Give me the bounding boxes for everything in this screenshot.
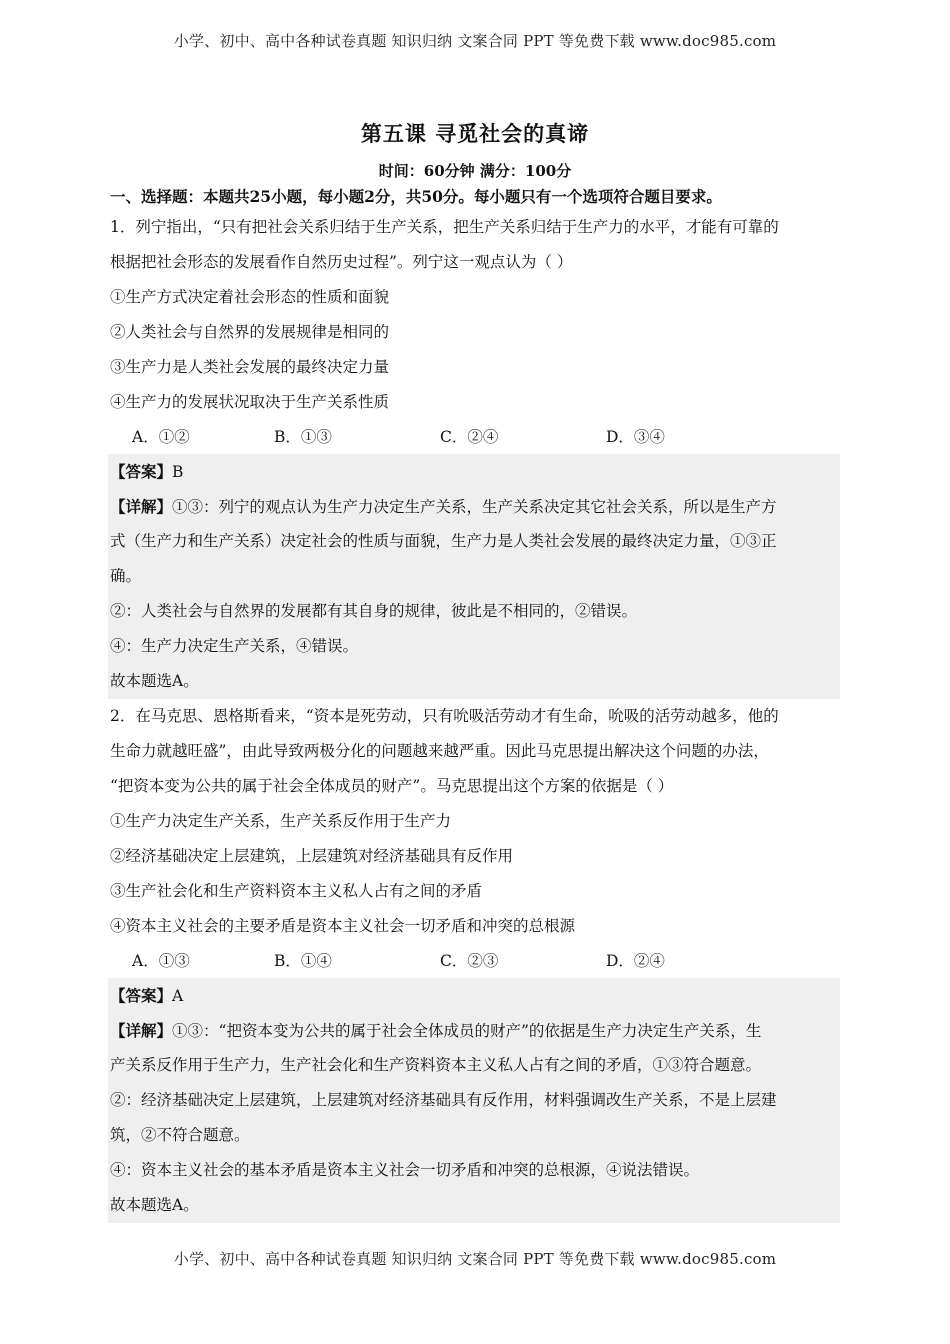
exam-meta: 时间：60分钟 满分：100分 xyxy=(378,162,572,180)
statement: ①生产力决定生产关系，生产关系反作用于生产力 xyxy=(110,812,452,830)
explanation-label: 【详解】 xyxy=(110,1021,173,1040)
answer-block xyxy=(108,978,840,1223)
statement: ①生产方式决定着社会形态的性质和面貌 xyxy=(110,288,390,306)
explanation-line: ④：资本主义社会的基本矛盾是资本主义社会一切矛盾和冲突的总根源，④说法错误。 xyxy=(110,1161,700,1179)
explanation-line: ④：生产力决定生产关系，④错误。 xyxy=(110,637,359,655)
choice-d: D．③④ xyxy=(606,428,665,446)
choice-a: A．①③ xyxy=(132,952,190,970)
choice-c: C．②③ xyxy=(440,952,499,970)
answer-value: A xyxy=(172,987,184,1005)
explanation-line: ②：人类社会与自然界的发展都有其自身的规律，彼此是不相同的，②错误。 xyxy=(110,602,638,620)
answer-label: 【答案】 xyxy=(110,986,173,1005)
answer-line xyxy=(110,454,840,489)
question-stem-line: 1．列宁指出，“只有把社会关系归结于生产关系，把生产关系归结于生产力的水平，才能有可靠的 xyxy=(110,218,779,236)
explanation-text: ①③：“把资本变为公共的属于社会全体成员的财产”的依据是生产力决定生产关系，生 xyxy=(172,1022,762,1040)
explanation-line: 筑，②不符合题意。 xyxy=(110,1126,250,1144)
statement: ②人类社会与自然界的发展规律是相同的 xyxy=(110,323,390,341)
statement: ④资本主义社会的主要矛盾是资本主义社会一切矛盾和冲突的总根源 xyxy=(110,917,576,935)
explanation-line: ②：经济基础决定上层建筑，上层建筑对经济基础具有反作用，材料强调改生产关系，不是上层建 xyxy=(110,1091,777,1109)
explanation-text: ①③：列宁的观点认为生产力决定生产关系，生产关系决定其它社会关系，所以是生产方 xyxy=(172,498,777,516)
choice-row xyxy=(110,420,840,454)
question-stem-line: 生命力就越旺盛”，由此导致两极分化的问题越来越严重。因此马克思提出解决这个问题的办法， xyxy=(110,742,769,760)
question-1 xyxy=(110,210,840,699)
explanation-line xyxy=(110,1013,840,1048)
page-footer: 小学、初中、高中各种试卷真题 知识归纳 文案合同 PPT 等免费下载 www.doc985.com xyxy=(173,1250,777,1268)
explanation-line: 产关系反作用于生产力，生产社会化和生产资料资本主义私人占有之间的矛盾，①③符合题意。 xyxy=(110,1056,762,1074)
page-header: 小学、初中、高中各种试卷真题 知识归纳 文案合同 PPT 等免费下载 www.doc985.com xyxy=(173,32,777,50)
question-stem-line: 根据把社会形态的发展看作自然历史过程”。列宁这一观点认为（ ） xyxy=(110,253,573,271)
statement: ④生产力的发展状况取决于生产关系性质 xyxy=(110,393,390,411)
statement: ③生产社会化和生产资料资本主义私人占有之间的矛盾 xyxy=(110,882,483,900)
choice-d: D．②④ xyxy=(606,952,665,970)
explanation-line: 故本题选A。 xyxy=(110,672,199,690)
document-title: 第五课 寻觅社会的真谛 xyxy=(360,121,590,146)
explanation-line: 确。 xyxy=(110,567,142,585)
explanation-label: 【详解】 xyxy=(110,497,173,516)
choice-c: C．②④ xyxy=(440,428,499,446)
choice-b: B．①③ xyxy=(274,428,332,446)
answer-value: B xyxy=(172,463,184,481)
question-stem-line: “把资本变为公共的属于社会全体成员的财产”。马克思提出这个方案的依据是（ ） xyxy=(110,777,674,795)
section-heading: 一、选择题：本题共25小题，每小题2分，共50分。每小题只有一个选项符合题目要求。 xyxy=(110,187,722,206)
answer-label: 【答案】 xyxy=(110,462,173,481)
explanation-line: 故本题选A。 xyxy=(110,1196,199,1214)
statement: ②经济基础决定上层建筑，上层建筑对经济基础具有反作用 xyxy=(110,847,514,865)
explanation-line xyxy=(110,489,840,524)
statement: ③生产力是人类社会发展的最终决定力量 xyxy=(110,358,390,376)
question-stem-line: 2．在马克思、恩格斯看来，“资本是死劳动，只有吮吸活劳动才有生命，吮吸的活劳动越多，他的 xyxy=(110,707,779,725)
choice-a: A．①② xyxy=(132,428,190,446)
choice-row xyxy=(110,944,840,978)
choice-b: B．①④ xyxy=(274,952,332,970)
question-2 xyxy=(110,699,840,1223)
document-body xyxy=(110,184,840,1223)
explanation-line: 式（生产力和生产关系）决定社会的性质与面貌，生产力是人类社会发展的最终决定力量，①③正 xyxy=(110,532,777,550)
answer-block xyxy=(108,454,840,699)
answer-line xyxy=(110,978,840,1013)
